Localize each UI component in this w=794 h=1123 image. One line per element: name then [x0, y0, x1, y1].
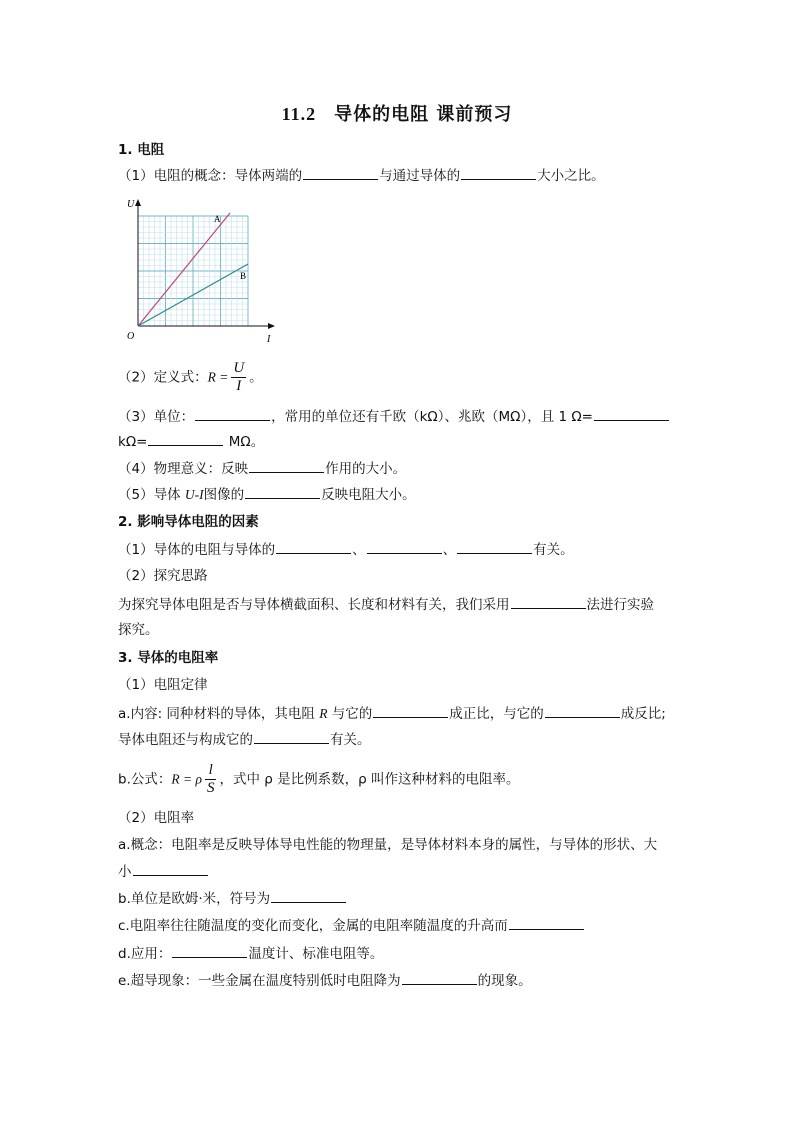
- physical-meaning: （4）物理意义：反映 作用的大小。: [118, 458, 406, 479]
- blank[interactable]: [457, 539, 532, 554]
- research-idea-text-cont: 探究。: [118, 622, 159, 638]
- superconductivity: e.超导现象：一些金属在温度特别低时电阻降为 的现象。: [118, 970, 532, 991]
- resistivity: （2）电阻率: [118, 810, 195, 826]
- x-axis-arrow: [268, 323, 275, 329]
- blank[interactable]: [545, 703, 620, 718]
- definition-formula: （2）定义式：R = $\frac{U}{I}$ 。: [118, 360, 263, 394]
- blank[interactable]: [271, 888, 346, 903]
- resistivity-application: d.应用： 温度计、标准电阻等。: [118, 943, 383, 964]
- resistivity-temperature: c.电阻率往往随温度的变化而变化，金属的电阻率随温度的升高而: [118, 915, 585, 936]
- u-i-graph: [118, 196, 283, 346]
- blank[interactable]: [133, 861, 208, 876]
- y-axis-arrow: [135, 199, 141, 206]
- blank[interactable]: [276, 539, 351, 554]
- x-axis-label: I: [267, 334, 271, 345]
- resistance-concept: （1）电阻的概念：导体两端的 与通过导体的 大小之比。: [118, 165, 605, 186]
- page-title: [0, 100, 794, 126]
- ui-graph-note: （5）导体 U-I图像的 反映电阻大小。: [118, 484, 416, 505]
- section-3-heading: 3. 导体的电阻率: [118, 650, 219, 666]
- line-a: [138, 213, 230, 326]
- blank[interactable]: [367, 539, 442, 554]
- blank[interactable]: [245, 484, 320, 499]
- line-b-label: B: [240, 271, 247, 281]
- resistance-unit: （3）单位： ，常用的单位还有千欧（kΩ）、兆欧（MΩ），且 1 Ω=: [118, 406, 670, 427]
- law-formula: b.公式：R = ρ $\frac{l}{S}$ ，式中 ρ 是比例系数，ρ 叫作这种材料的电阻率。: [118, 762, 520, 796]
- resistance-law: （1）电阻定律: [118, 677, 208, 693]
- blank[interactable]: [172, 943, 247, 958]
- origin-label: O: [127, 331, 135, 342]
- blank[interactable]: [249, 458, 324, 473]
- research-idea: （2）探究思路: [118, 568, 208, 584]
- resistance-unit-cont: kΩ= MΩ。: [118, 431, 264, 452]
- line-a-label: A: [214, 214, 221, 224]
- resistivity-unit: b.单位是欧姆·米，符号为: [118, 888, 347, 909]
- blank[interactable]: [594, 406, 669, 421]
- blank[interactable]: [509, 915, 584, 930]
- title-text: 导体的电阻 课前预习: [334, 104, 513, 125]
- graph-grid: [138, 216, 248, 326]
- blank[interactable]: [195, 406, 270, 421]
- law-content: a.内容: 同种材料的导体，其电阻 R 与它的 成正比，与它的 成反比;: [118, 703, 666, 724]
- blank[interactable]: [373, 703, 448, 718]
- research-idea-text: 为探究导体电阻是否与导体横截面积、长度和材料有关，我们采用 法进行实验: [118, 594, 654, 615]
- section-number: 11.2: [281, 104, 317, 124]
- fraction-u-over-i: $\frac{U}{I}$: [233, 360, 245, 394]
- blank[interactable]: [461, 165, 536, 180]
- blank[interactable]: [148, 431, 223, 446]
- section-2-heading: 2. 影响导体电阻的因素: [118, 514, 259, 530]
- blank[interactable]: [511, 594, 586, 609]
- resistivity-concept-cont: 小: [118, 861, 209, 882]
- blank[interactable]: [402, 970, 477, 985]
- y-axis-label: U: [127, 199, 135, 210]
- blank[interactable]: [303, 165, 378, 180]
- fraction-l-over-s: $\frac{l}{S}$: [206, 762, 215, 796]
- law-content-cont: 导体电阻还与构成它的 有关。: [118, 729, 371, 750]
- section-1-heading: 1. 电阻: [118, 142, 165, 158]
- resistance-factors: （1）导体的电阻与导体的 、 、 有关。: [118, 539, 574, 560]
- blank[interactable]: [254, 729, 329, 744]
- resistivity-concept: a.概念：电阻率是反映导体导电性能的物理量，是导体材料本身的属性，与导体的形状、大: [118, 837, 658, 853]
